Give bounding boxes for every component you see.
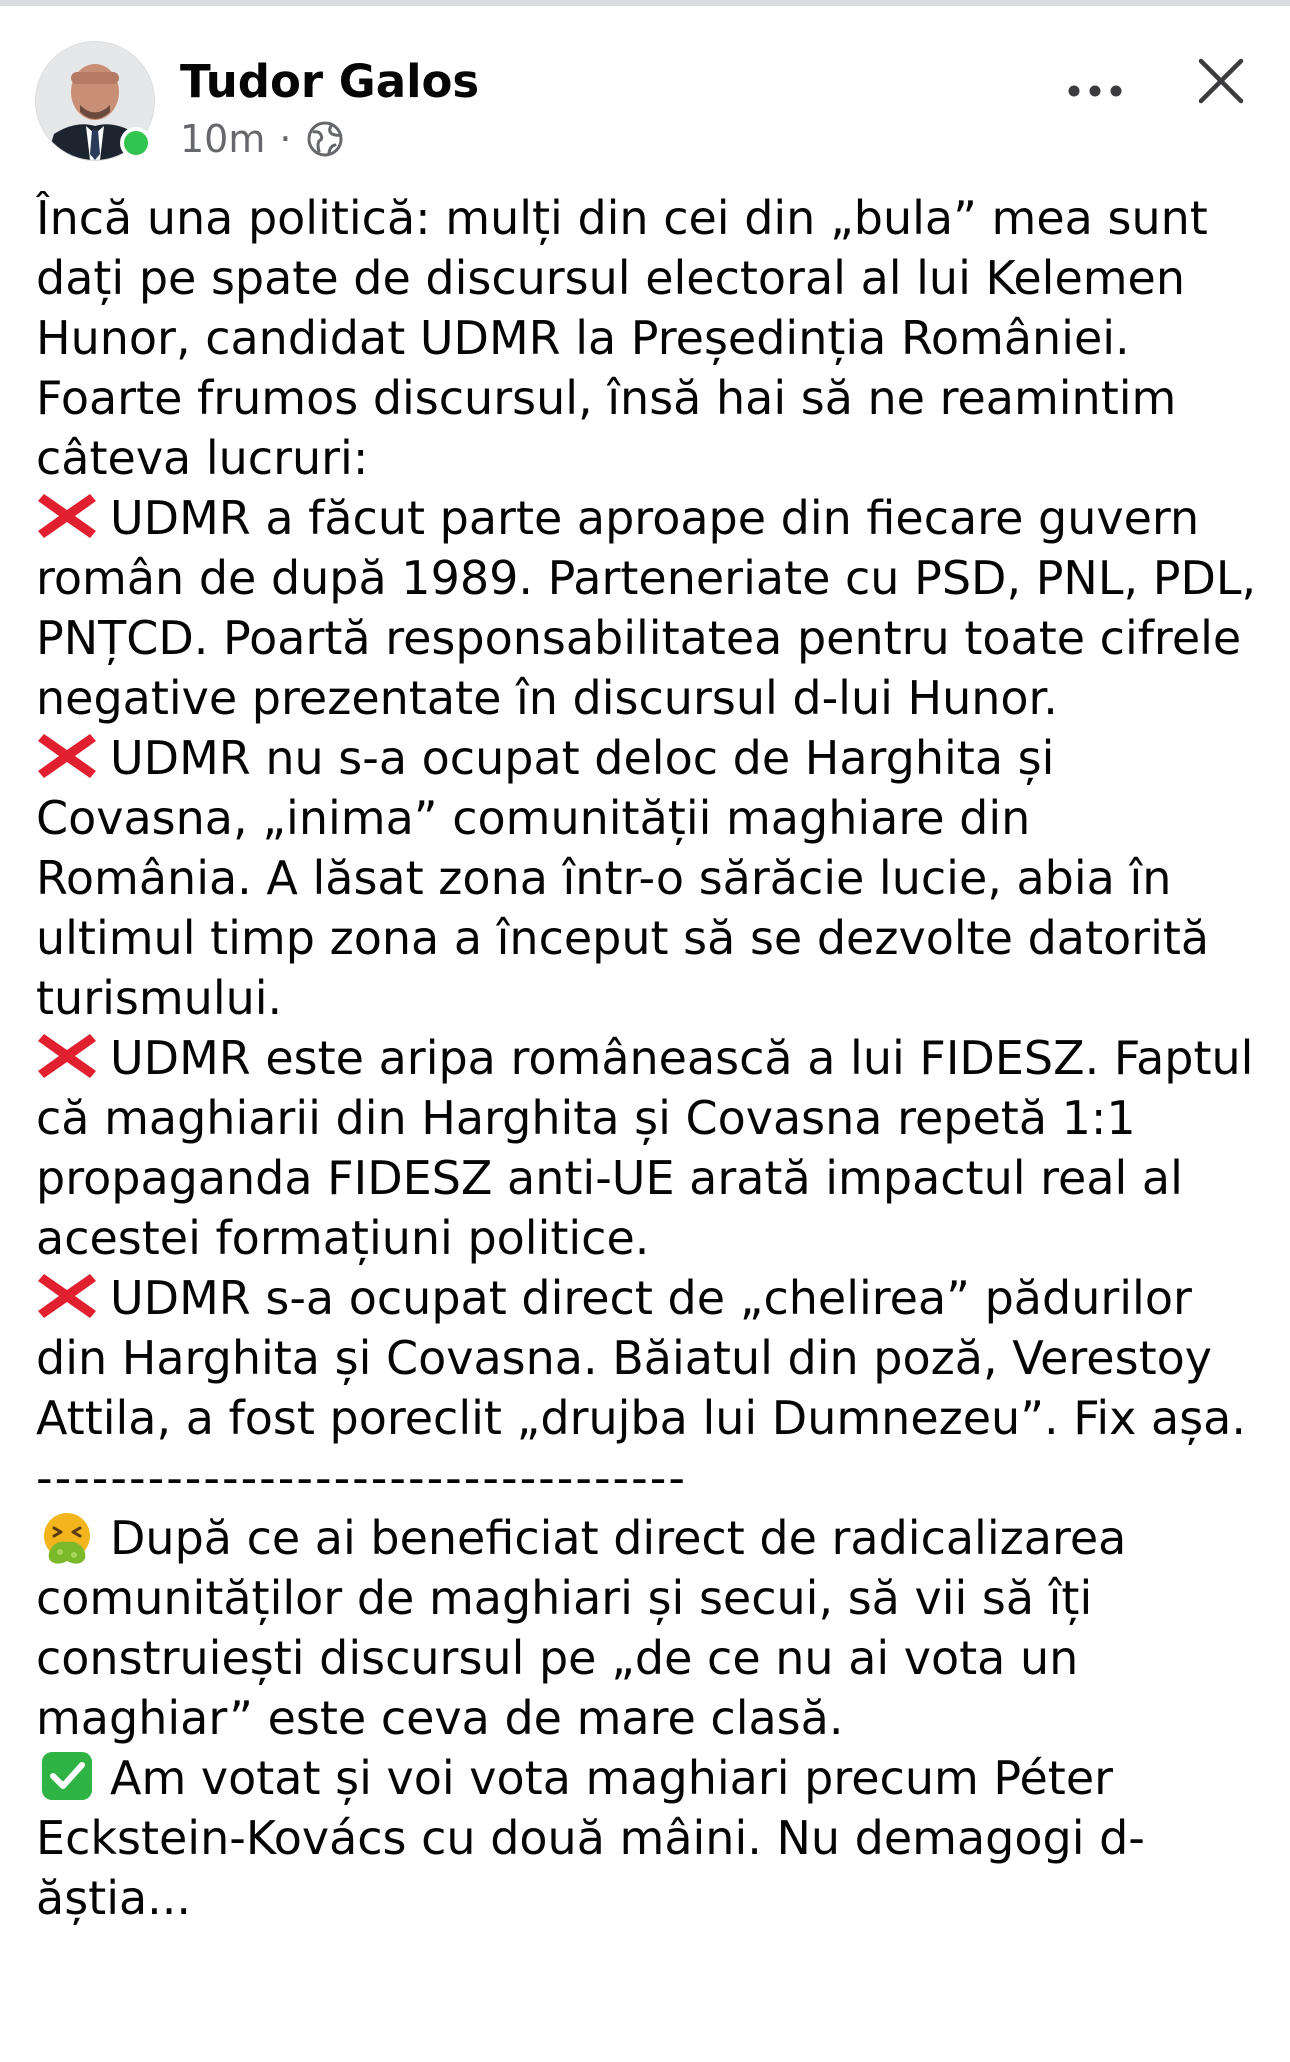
post-time[interactable]: 10m [180, 117, 266, 161]
nauseated-face-icon [36, 1510, 98, 1562]
check-mark-button-icon [36, 1750, 98, 1802]
post-meta [180, 114, 345, 164]
post-header [36, 42, 1254, 172]
post-point-3 [36, 1028, 1260, 1268]
post-point-1-text: UDMR a făcut parte aproape din fiecare guvern român de după 1989. Parteneriate cu PSD, PNL, PDL, PNȚCD. Poartă responsabilitatea pentru toate cifrele negative prezentate în discursul d-lui Hunor. [36, 491, 1257, 725]
post-text [36, 188, 1260, 1928]
close-icon [1198, 58, 1244, 104]
post-paragraph-sick-text: După ce ai beneficiat direct de radicalizarea comunităților de maghiari și secui, să vii să îți construiești discursul pe „de ce nu ai vota un maghiar” este ceva de mare clasă. [36, 1511, 1127, 1745]
text-divider: ----------------------------------- [36, 1451, 687, 1505]
top-edge-bar [0, 0, 1290, 6]
post-point-2-text: UDMR nu s-a ocupat deloc de Harghita și Covasna, „inima” comunității maghiare din România. A lăsat zona într-o sărăcie lucie, abia în ultimul timp zona a început să se dezvolte datorită turismului. [36, 731, 1210, 1025]
more-options-button[interactable] [1060, 66, 1130, 116]
post-paragraph-check-text: Am votat și voi vota maghiari precum Péter Eckstein-Kovács cu două mâini. Nu demagogi d-ăștia... [36, 1751, 1145, 1925]
meta-separator: · [279, 117, 292, 161]
cross-mark-icon [36, 490, 98, 542]
post-point-2 [36, 728, 1260, 1028]
cross-mark-icon [36, 1270, 98, 1322]
post-paragraph-intro: Încă una politică: mulți din cei din „bula” mea sunt dați pe spate de discursul electoral al lui Kelemen Hunor, candidat UDMR la Președinția României. Foarte frumos discursul, însă hai să ne reamintim câteva lucruri: [36, 191, 1208, 485]
globe-icon[interactable] [305, 119, 345, 159]
cross-mark-icon [36, 730, 98, 782]
post-point-4-text: UDMR s-a ocupat direct de „chelirea” pădurilor din Harghita și Covasna. Băiatul din poză, Verestoy Attila, a fost poreclit „drujba lui Dumnezeu”. Fix așa. [36, 1271, 1246, 1445]
post-paragraph-sick [36, 1508, 1260, 1748]
post-point-3-text: UDMR este aripa românească a lui FIDESZ. Faptul că maghiarii din Harghita și Covasna repetă 1:1 propaganda FIDESZ anti-UE arată impactul real al acestei formațiuni politice. [36, 1031, 1254, 1265]
online-status-dot [120, 127, 152, 159]
close-button[interactable] [1188, 48, 1254, 114]
post-paragraph-check [36, 1748, 1260, 1928]
author-name[interactable]: Tudor Galos [180, 55, 480, 108]
cross-mark-icon [36, 1030, 98, 1082]
post-point-1 [36, 488, 1260, 728]
ellipsis-icon [1067, 84, 1123, 98]
post-point-4 [36, 1268, 1260, 1448]
